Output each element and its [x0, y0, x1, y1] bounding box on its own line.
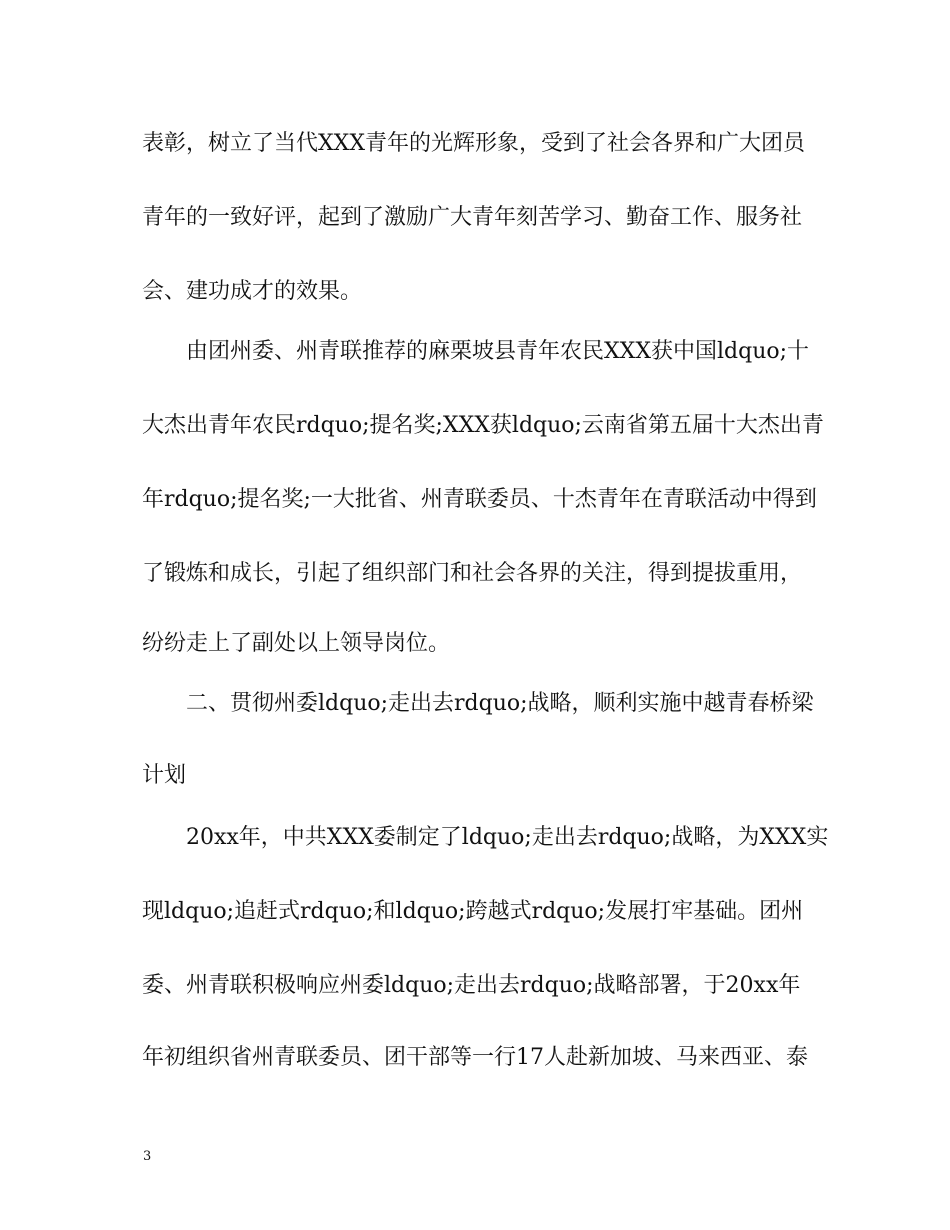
- paragraph-first-line: 20xx年，中共XXX委制定了ldquo;走出去rdquo;战略，为XXX实: [186, 825, 829, 850]
- text-line: 会、建功成才的效果。: [142, 279, 363, 304]
- section-heading-continued: 计划: [142, 763, 187, 788]
- text-line: 年初组织省州青联委员、团干部等一行17人赴新加坡、马来西亚、泰: [142, 1045, 808, 1070]
- text-line: 纷纷走上了副处以上领导岗位。: [142, 631, 451, 656]
- paragraph-first-line: 由团州委、州青联推荐的麻栗坡县青年农民XXX获中国ldquo;十: [186, 339, 810, 364]
- text-line: 大杰出青年农民rdquo;提名奖;XXX获ldquo;云南省第五届十大杰出青: [142, 413, 824, 438]
- text-line: 年rdquo;提名奖;一大批省、州青联委员、十杰青年在青联活动中得到: [142, 487, 817, 512]
- text-line: 青年的一致好评，起到了激励广大青年刻苦学习、勤奋工作、服务社: [142, 205, 803, 230]
- text-line: 了锻炼和成长，引起了组织部门和社会各界的关注，得到提拔重用，: [142, 561, 803, 586]
- section-heading: 二、贯彻州委ldquo;走出去rdquo;战略，顺利实施中越青春桥梁: [186, 691, 814, 716]
- text-line: 表彰，树立了当代XXX青年的光辉形象，受到了社会各界和广大团员: [142, 131, 805, 156]
- page-number: 3: [143, 1149, 152, 1164]
- text-line: 委、州青联积极响应州委ldquo;走出去rdquo;战略部署，于20xx年: [142, 973, 801, 998]
- text-line: 现ldquo;追赶式rdquo;和ldquo;跨越式rdquo;发展打牢基础。团州: [142, 899, 804, 924]
